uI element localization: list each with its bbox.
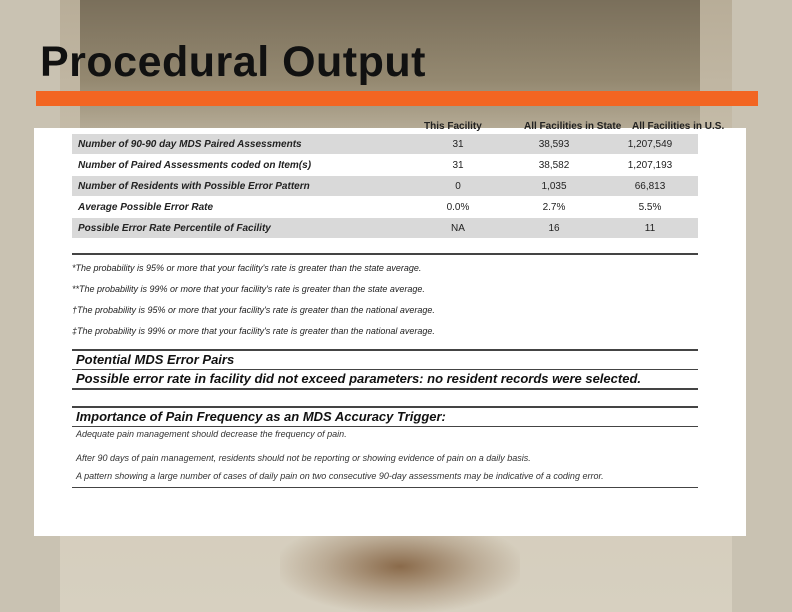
error-pairs-title: Potential MDS Error Pairs [76,352,235,367]
cell-us: 1,207,549 [602,134,698,155]
column-headers [72,121,725,134]
background-figure [280,536,520,612]
cell-us: 11 [602,218,698,239]
error-pairs-message: Possible error rate in facility did not exceed parameters: no resident records were selected. [76,371,641,386]
table-row [72,176,698,197]
importance-title: Importance of Pain Frequency as an MDS Accuracy Trigger: [76,409,446,424]
cell-this-facility: 31 [410,134,506,155]
footnotes [72,263,698,347]
cell-us: 5.5% [602,197,698,218]
report-panel [34,121,746,536]
footnote: *The probability is 95% or more that your facility's rate is greater than the state average. [72,263,422,273]
importance-paragraph: After 90 days of pain management, residents should not be reporting or showing evidence of pain on a daily basis. [76,453,531,463]
importance-body [72,429,698,481]
cell-us: 66,813 [602,176,698,197]
importance-paragraph: A pattern showing a large number of cases of daily pain on two consecutive 90-day assessments may be indicative of a coding error. [76,471,604,481]
cell-this-facility: 0.0% [410,197,506,218]
cell-this-facility: 31 [410,155,506,176]
row-label: Number of Paired Assessments coded on Item(s) [72,155,410,176]
report-content [72,121,725,488]
header-this-facility: This Facility [424,121,482,132]
row-label: Possible Error Rate Percentile of Facility [72,218,410,239]
cell-state: 16 [506,218,602,239]
footnote: **The probability is 99% or more that your facility's rate is greater than the state average. [72,284,425,294]
cell-state: 1,035 [506,176,602,197]
row-label: Number of Residents with Possible Error Pattern [72,176,410,197]
footnote: †The probability is 95% or more that your facility's rate is greater than the national average. [72,305,435,315]
title-accent-bar [36,91,758,106]
header-state: All Facilities in State [524,121,622,132]
cell-state: 2.7% [506,197,602,218]
header-us: All Facilities in U.S. [632,121,725,132]
table-row [72,155,698,176]
divider [72,253,698,255]
cell-this-facility: 0 [410,176,506,197]
footnote: ‡The probability is 99% or more that your facility's rate is greater than the national average. [72,326,435,336]
table-row [72,218,698,239]
row-label: Average Possible Error Rate [72,197,410,218]
cell-state: 38,593 [506,134,602,155]
stats-table [72,134,698,239]
cell-this-facility: NA [410,218,506,239]
table-row [72,134,698,155]
cell-state: 38,582 [506,155,602,176]
importance-paragraph: Adequate pain management should decrease the frequency of pain. [76,429,347,439]
slide-title: Procedural Output [40,38,426,86]
table-row [72,197,698,218]
cell-us: 1,207,193 [602,155,698,176]
row-label: Number of 90-90 day MDS Paired Assessments [72,134,410,155]
